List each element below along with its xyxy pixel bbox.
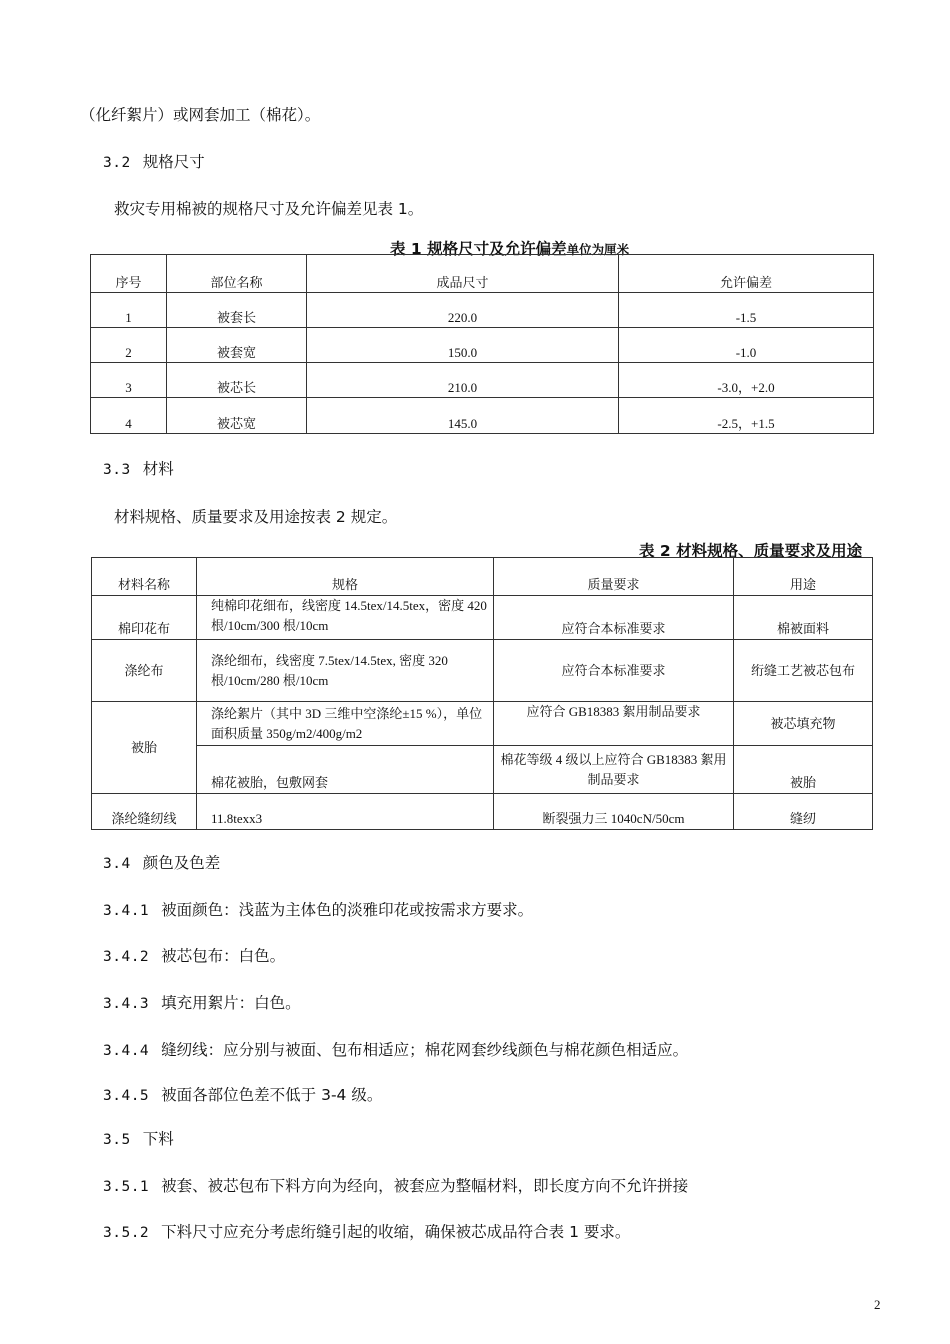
header-cell: 用途 <box>734 558 873 596</box>
table-cell: -1.5 <box>619 293 874 328</box>
table-cell: 涤纶缝纫线 <box>92 794 197 830</box>
section-number: 3.2 <box>103 155 131 171</box>
clause-3-5-2 <box>103 1222 630 1243</box>
clause-text: 填充用絮片：白色。 <box>161 994 301 1012</box>
clause-text: 被芯包布：白色。 <box>161 947 286 965</box>
table-header-row <box>92 558 873 596</box>
clause-number: 3.5.2 <box>103 1225 150 1241</box>
clause-3-5-1 <box>103 1176 688 1197</box>
clause-text: 被套、被芯包布下料方向为经向，被套应为整幅材料，即长度方向不允许拼接 <box>161 1177 689 1195</box>
table-header-row <box>91 255 874 293</box>
table2-materials <box>91 557 873 830</box>
table-cell: 150.0 <box>307 328 619 363</box>
section-title: 材料 <box>142 460 174 478</box>
table-cell: 被套长 <box>167 293 307 328</box>
table-cell: 2 <box>91 328 167 363</box>
table-cell: 绗缝工艺被芯包布 <box>734 640 873 702</box>
table-cell: 应符合本标准要求 <box>494 596 734 640</box>
table-row <box>91 293 874 328</box>
table-cell: 4 <box>91 398 167 434</box>
clause-3-4-3 <box>103 993 301 1014</box>
table-cell: 被胎 <box>734 746 873 794</box>
table-cell: 210.0 <box>307 363 619 398</box>
table-cell: 棉被面料 <box>734 596 873 640</box>
clause-number: 3.5.1 <box>103 1179 150 1195</box>
section-3-5-heading <box>103 1129 174 1150</box>
section-number: 3.5 <box>103 1132 131 1148</box>
clause-text: 下料尺寸应充分考虑绗缝引起的收缩，确保被芯成品符合表 1 要求。 <box>161 1223 631 1241</box>
table1-title: 表 1 规格尺寸及允许偏差 <box>390 240 567 258</box>
table-cell: 应符合 GB18383 絮用制品要求 <box>494 702 734 746</box>
table-row <box>91 328 874 363</box>
table1-unit: 单位为厘米 <box>566 242 630 257</box>
header-cell: 规格 <box>197 558 494 596</box>
table-cell: 被芯长 <box>167 363 307 398</box>
section-3-3-heading <box>103 459 174 480</box>
table-cell: 纯棉印花细布，线密度 14.5tex/14.5tex，密度 420 根/10cm/300 根/10cm <box>197 596 494 640</box>
clause-text: 被面各部位色差不低于 3-4 级。 <box>161 1086 383 1104</box>
clause-3-4-2 <box>103 946 285 967</box>
table-row <box>92 596 873 640</box>
header-cell: 部位名称 <box>167 255 307 293</box>
clause-3-4-4 <box>103 1040 688 1061</box>
section-title: 颜色及色差 <box>142 854 221 872</box>
header-cell: 质量要求 <box>494 558 734 596</box>
table-row <box>92 640 873 702</box>
clause-number: 3.4.1 <box>103 903 150 919</box>
section-number: 3.3 <box>103 462 131 478</box>
table-cell: 应符合本标准要求 <box>494 640 734 702</box>
header-cell: 序号 <box>91 255 167 293</box>
table-cell: 3 <box>91 363 167 398</box>
table1-spec-sizes <box>90 254 874 434</box>
table-row <box>92 794 873 830</box>
section-3-2-heading <box>103 152 205 173</box>
table-cell: 涤纶细布，线密度 7.5tex/14.5tex, 密度 320 根/10cm/280 根/10cm <box>197 640 494 702</box>
table-cell: 涤纶絮片（其中 3D 三维中空涤纶±15 %），单位面积质量 350g/m2/400g/m2 <box>197 702 494 746</box>
header-cell: 材料名称 <box>92 558 197 596</box>
table-cell: -1.0 <box>619 328 874 363</box>
table-cell: 涤纶布 <box>92 640 197 702</box>
table-cell: 缝纫 <box>734 794 873 830</box>
section-number: 3.4 <box>103 856 131 872</box>
table-cell: -3.0，+2.0 <box>619 363 874 398</box>
table-cell: 1 <box>91 293 167 328</box>
section-3-4-heading <box>103 853 220 874</box>
clause-number: 3.4.2 <box>103 949 150 965</box>
clause-number: 3.4.4 <box>103 1043 150 1059</box>
table-row <box>92 746 873 794</box>
header-cell: 允许偏差 <box>619 255 874 293</box>
clause-3-4-5 <box>103 1085 382 1106</box>
clause-number: 3.4.5 <box>103 1088 150 1104</box>
table-row <box>91 398 874 434</box>
table-cell: 棉花被胎，包敷网套 <box>197 746 494 794</box>
clause-text: 缝纫线：应分别与被面、包布相适应；棉花网套纱线颜色与棉花颜色相适应。 <box>161 1041 689 1059</box>
table-cell: 棉花等级 4 级以上应符合 GB18383 絮用制品要求 <box>494 746 734 794</box>
intro-line: （化纤絮片）或网套加工（棉花）。 <box>80 106 321 124</box>
table-cell: 被套宽 <box>167 328 307 363</box>
page-number: 2 <box>874 1297 881 1312</box>
table-row <box>92 702 873 746</box>
table-cell: 棉印花布 <box>92 596 197 640</box>
table-cell: 被芯宽 <box>167 398 307 434</box>
table-cell: 145.0 <box>307 398 619 434</box>
clause-number: 3.4.3 <box>103 996 150 1012</box>
section-3-2-text: 救灾专用棉被的规格尺寸及允许偏差见表 1。 <box>114 200 424 218</box>
clause-text: 被面颜色：浅蓝为主体色的淡雅印花或按需求方要求。 <box>161 901 534 919</box>
section-title: 规格尺寸 <box>142 153 205 171</box>
header-cell: 成品尺寸 <box>307 255 619 293</box>
section-3-3-text: 材料规格、质量要求及用途按表 2 规定。 <box>114 508 398 526</box>
table-cell: 220.0 <box>307 293 619 328</box>
table-cell: 11.8texx3 <box>197 794 494 830</box>
section-title: 下料 <box>142 1130 174 1148</box>
table-cell: 被芯填充物 <box>734 702 873 746</box>
table-cell: 被胎 <box>92 702 197 794</box>
table-cell: -2.5，+1.5 <box>619 398 874 434</box>
table2-caption: 表 2 材料规格、质量要求及用途 <box>639 542 863 560</box>
table-row <box>91 363 874 398</box>
table-cell: 断裂强力三 1040cN/50cm <box>494 794 734 830</box>
clause-3-4-1 <box>103 900 533 921</box>
